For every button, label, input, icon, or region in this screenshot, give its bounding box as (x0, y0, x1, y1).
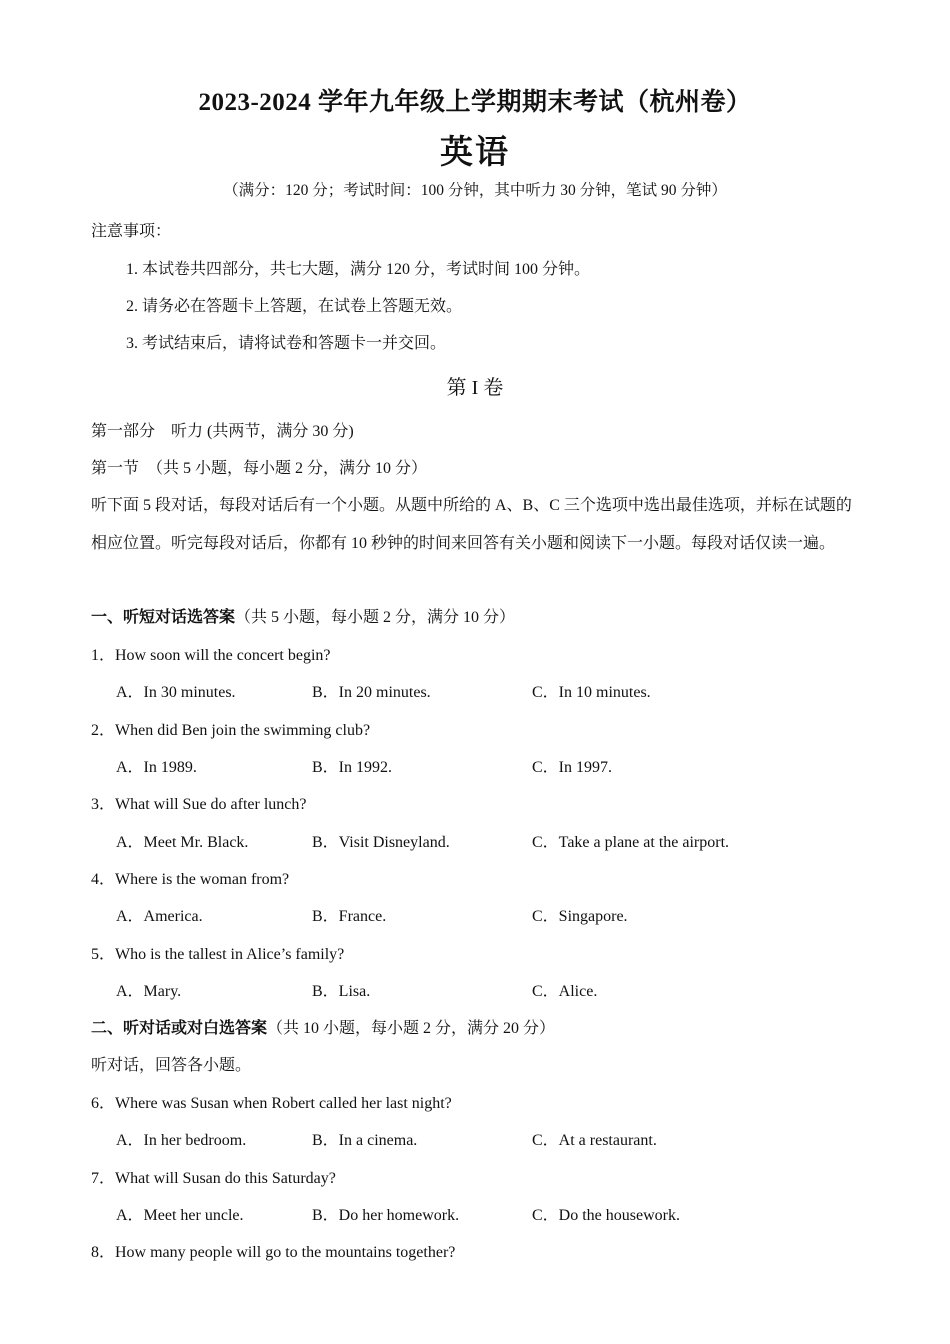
option-b: B．In a cinema. (312, 1132, 418, 1149)
note-item: 3. 考试结束后，请将试卷和答题卡一并交回。 (126, 335, 447, 352)
option-a: A．In her bedroom. (116, 1132, 247, 1149)
option-c: C．In 1997. (532, 759, 613, 776)
option-c: C．Do the housework. (532, 1207, 680, 1224)
option-a: A．In 1989. (116, 759, 197, 776)
group-heading-rest: （共 10 小题，每小题 2 分，满分 20 分） (267, 1020, 556, 1037)
question-5: 5．Who is the tallest in Alice’s family? (91, 946, 345, 963)
note-item: 1. 本试卷共四部分，共七大题，满分 120 分，考试时间 100 分钟。 (126, 261, 591, 278)
option-a: A．Meet her uncle. (116, 1207, 244, 1224)
question-7: 7．What will Susan do this Saturday? (91, 1170, 336, 1187)
group-heading-2 (91, 1015, 555, 1038)
option-b: B．Do her homework. (312, 1207, 460, 1224)
notes-heading: 注意事项： (91, 223, 172, 240)
question-3: 3．What will Sue do after lunch? (91, 796, 307, 813)
option-a: A．America. (116, 908, 203, 925)
group-heading-rest: （共 5 小题，每小题 2 分，满分 10 分） (235, 609, 516, 626)
question-8: 8．How many people will go to the mountains together? (91, 1244, 456, 1261)
subject-title: 英语 (440, 135, 510, 171)
group-note: 听对话，回答各小题。 (91, 1057, 252, 1074)
listening-instructions: 听下面 5 段对话，每段对话后有一个小题。从题中所给的 A、B、C 三个选项中选出最佳选项，并标在试题的相应位置。听完每段对话后，你都有 10 秒钟的时间来回答有关小题和阅读下一小题。每段对话仅读一遍。 (91, 497, 852, 552)
option-c: C．In 10 minutes. (532, 684, 651, 701)
option-c: C．Take a plane at the airport. (532, 834, 730, 851)
volume-title: 第 I 卷 (446, 377, 504, 399)
option-c: C．Singapore. (532, 908, 628, 925)
note-item: 2. 请务必在答题卡上答题，在试卷上答题无效。 (126, 298, 463, 315)
group-heading-bold: 二、听对话或对白选答案 (91, 1020, 268, 1037)
question-1: 1．How soon will the concert begin? (91, 647, 331, 664)
option-a: A．Meet Mr. Black. (116, 834, 249, 851)
option-b: B．France. (312, 908, 387, 925)
option-b: B．Visit Disneyland. (312, 834, 450, 851)
group-heading-1 (91, 604, 515, 627)
question-6: 6．Where was Susan when Robert called her last night? (91, 1095, 452, 1112)
option-b: B．In 20 minutes. (312, 684, 431, 701)
exam-meta: （满分：120 分；考试时间：100 分钟，其中听力 30 分钟，笔试 90 分钟） (223, 182, 727, 199)
part-heading: 第一部分 听力 (共两节，满分 30 分) (91, 423, 354, 440)
option-a: A．In 30 minutes. (116, 684, 236, 701)
option-c: C．Alice. (532, 983, 598, 1000)
option-c: C．At a restaurant. (532, 1132, 657, 1149)
question-2: 2．When did Ben join the swimming club? (91, 722, 371, 739)
section-heading: 第一节 （共 5 小题，每小题 2 分，满分 10 分） (91, 460, 428, 477)
group-heading-bold: 一、听短对话选答案 (91, 609, 236, 626)
option-b: B．In 1992. (312, 759, 393, 776)
option-b: B．Lisa. (312, 983, 371, 1000)
option-a: A．Mary. (116, 983, 182, 1000)
exam-title: 2023-2024 学年九年级上学期期末考试（杭州卷） (198, 89, 752, 116)
question-4: 4．Where is the woman from? (91, 871, 290, 888)
